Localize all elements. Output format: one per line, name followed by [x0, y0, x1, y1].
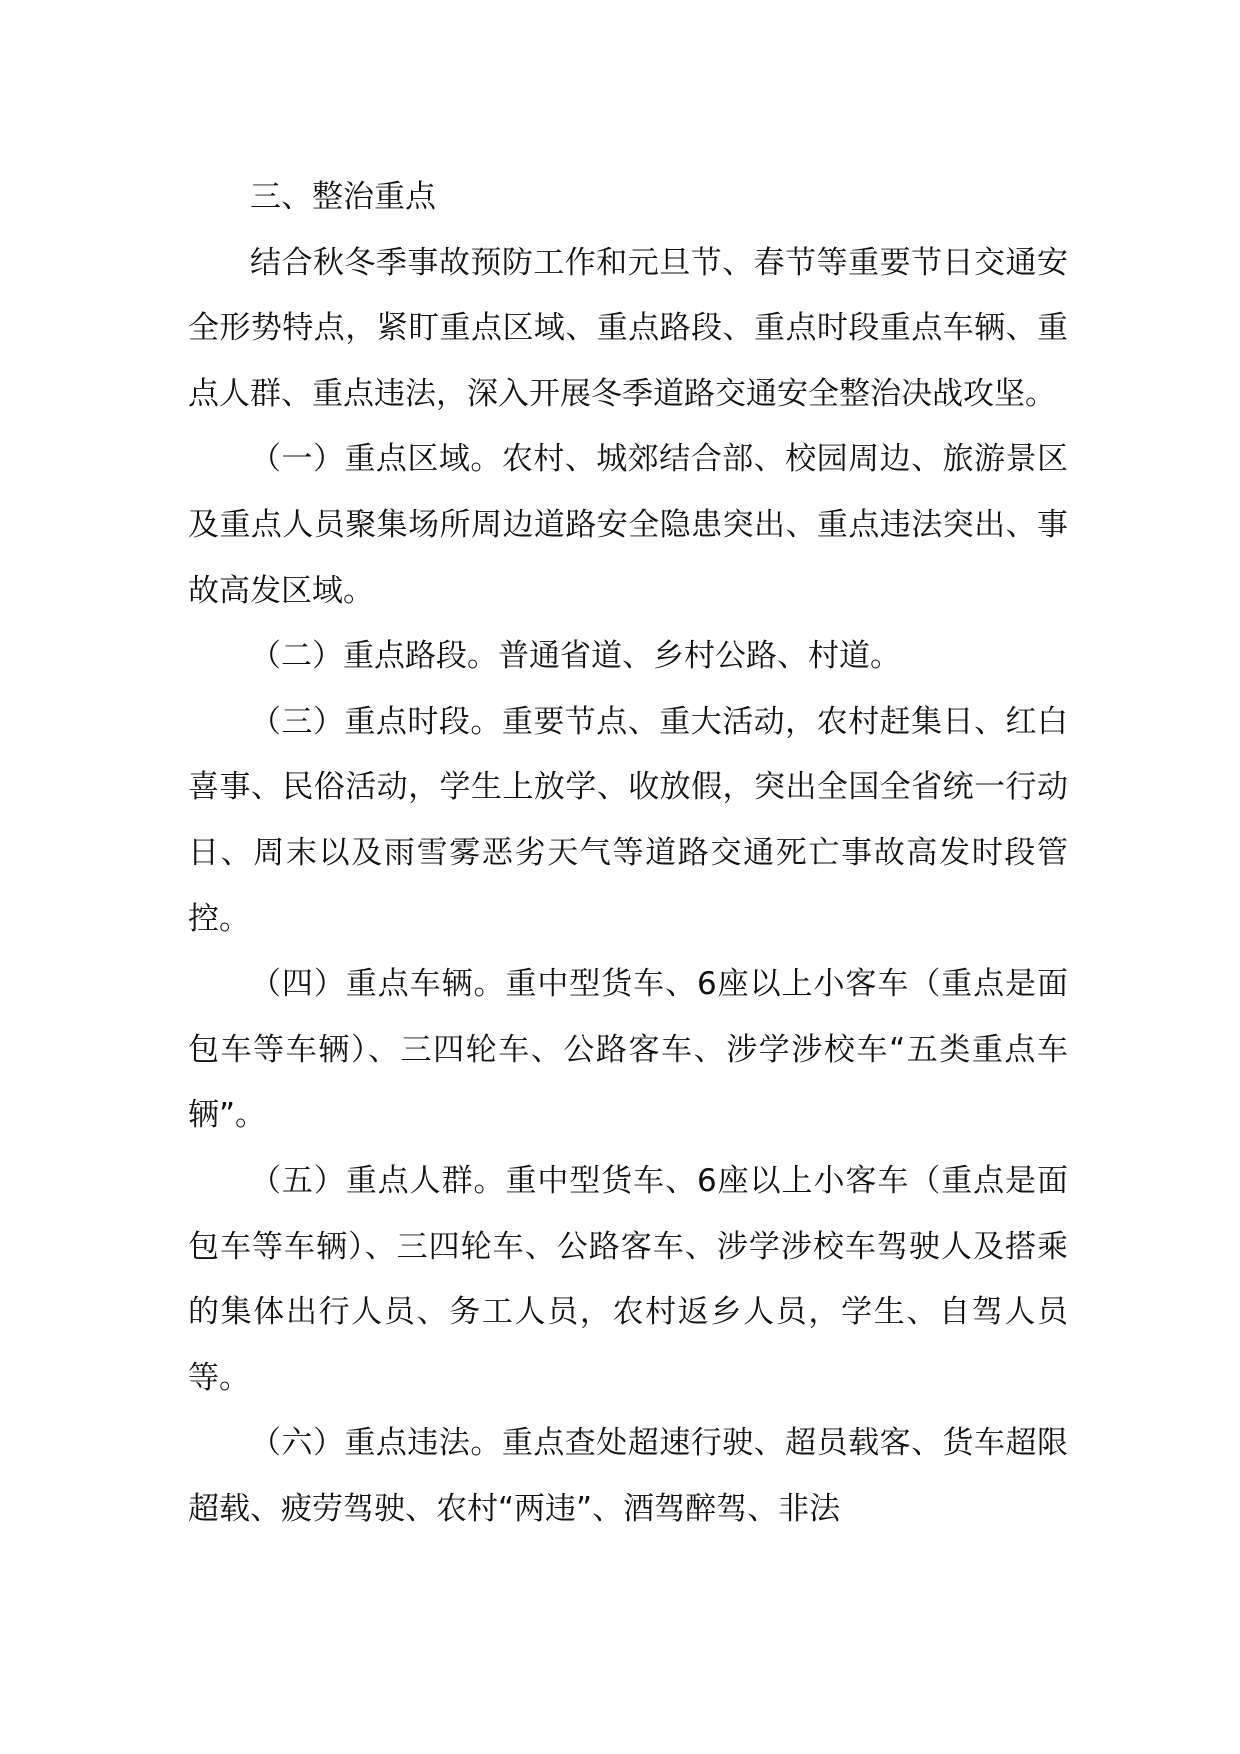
document-body: [188, 165, 1068, 1542]
paragraph-key-vehicles: （四）重点车辆。重中型货车、6座以上小客车（重点是面包车等车辆）、三四轮车、公路客车、涉学涉校车“五类重点车辆”。: [188, 966, 1068, 1134]
paragraph-intro: 结合秋冬季事故预防工作和元旦节、春节等重要节日交通安全形势特点，紧盯重点区域、重点路段、重点时段重点车辆、重点人群、重点违法，深入开展冬季道路交通安全整治决战攻坚。: [188, 244, 1068, 412]
paragraph-key-violations: （六）重点违法。重点查处超速行驶、超员载客、货车超限超载、疲劳驾驶、农村“两违”、酒驾醉驾、非法: [188, 1425, 1068, 1527]
section-heading: 三、整治重点: [250, 179, 436, 215]
paragraph-key-periods: （三）重点时段。重要节点、重大活动，农村赶集日、红白喜事、民俗活动，学生上放学、收放假，突出全国全省统一行动日、周末以及雨雪雾恶劣天气等道路交通死亡事故高发时段管控。: [188, 703, 1068, 937]
paragraph-key-roads: （二）重点路段。普通省道、乡村公路、村道。: [250, 638, 901, 675]
paragraph-key-groups: （五）重点人群。重中型货车、6座以上小客车（重点是面包车等车辆）、三四轮车、公路客车、涉学涉校车驾驶人及搭乘的集体出行人员、务工人员，农村返乡人员，学生、自驾人员等。: [188, 1162, 1068, 1396]
paragraph-key-areas: （一）重点区域。农村、城郊结合部、校园周边、旅游景区及重点人员聚集场所周边道路安全隐患突出、重点违法突出、事故高发区域。: [188, 441, 1068, 609]
